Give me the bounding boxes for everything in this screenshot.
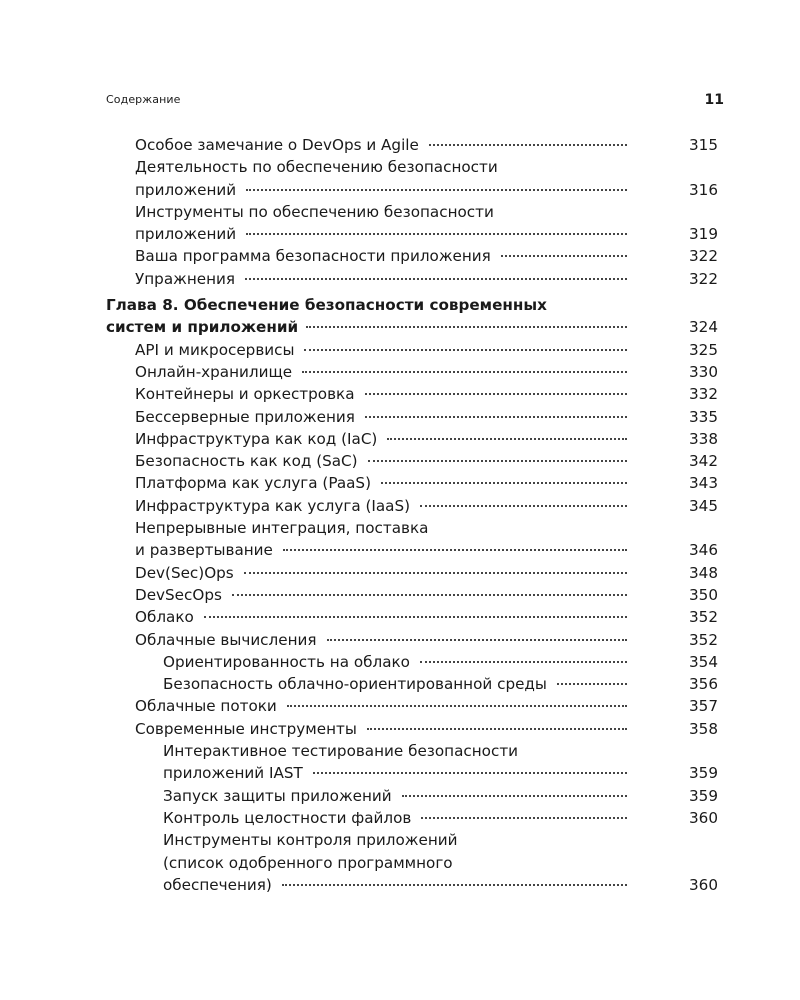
dot-leader: [246, 233, 627, 235]
toc-entry-title-line: Инструменты по обеспечению безопасности: [135, 202, 494, 221]
toc-page-number: 324: [689, 318, 718, 337]
toc-entry[interactable]: [106, 450, 718, 472]
dot-leader: [204, 616, 627, 618]
toc-entry-last-line: [135, 539, 718, 561]
toc-entry[interactable]: [106, 406, 718, 428]
toc-entry-last-line: [135, 406, 718, 428]
toc-page-number: 360: [689, 875, 718, 894]
dot-leader: [387, 438, 627, 440]
dot-leader: [501, 255, 627, 257]
toc-entry-title-line: Бессерверные приложения: [135, 407, 355, 426]
toc-entry[interactable]: [106, 695, 718, 717]
toc-entry-title-line: Онлайн-хранилище: [135, 362, 293, 381]
toc-entry-last-line: [135, 339, 718, 361]
toc-entry-title-line: Облачные вычисления: [135, 630, 317, 649]
toc-entry-last-line: [163, 874, 718, 896]
toc-entry-title-line: Безопасность облачно-ориентированной среды: [163, 675, 547, 694]
toc-entry-last-line: [135, 383, 718, 405]
toc-entry[interactable]: [106, 829, 718, 896]
dot-leader: [287, 705, 627, 707]
dot-leader: [302, 371, 627, 373]
dot-leader: [246, 189, 627, 191]
toc-entry-title-line: обеспечения): [163, 875, 272, 894]
toc-entry[interactable]: [106, 785, 718, 807]
toc-entry-title-line: Облако: [135, 608, 194, 627]
toc-page-number: 342: [689, 452, 718, 471]
toc-entry[interactable]: [106, 361, 718, 383]
toc-entry-title-line: и развертывание: [135, 541, 273, 560]
toc-entry-title-line: Глава 8. Обеспечение безопасности современных: [106, 296, 547, 315]
toc-entry-last-line: [135, 428, 718, 450]
toc-entry-title-line: Деятельность по обеспечению безопасности: [135, 158, 498, 177]
toc-page-number: 325: [689, 340, 718, 359]
toc-entry-last-line: [135, 223, 718, 245]
toc-entry[interactable]: [106, 673, 718, 695]
toc-entry-title-line: Современные инструменты: [135, 719, 357, 738]
toc-page-number: 345: [689, 496, 718, 515]
dot-leader: [367, 728, 627, 730]
running-head-section-name: Содержание: [106, 93, 181, 106]
toc-entry-last-line: [135, 472, 718, 494]
toc-entry-last-line: [135, 450, 718, 472]
toc-page-number: 330: [689, 362, 718, 381]
toc-entry-title-line: Контейнеры и оркестровка: [135, 385, 355, 404]
dot-leader: [421, 817, 627, 819]
toc-page-number: 360: [689, 808, 718, 827]
toc-page-number: 354: [689, 652, 718, 671]
toc-page-number: 358: [689, 719, 718, 738]
toc-entry-title-line: Контроль целостности файлов: [163, 808, 412, 827]
dot-leader: [420, 661, 627, 663]
toc-entry-last-line: [135, 562, 718, 584]
running-head: [106, 92, 724, 110]
dot-leader: [245, 278, 627, 280]
toc-entry-last-line: [163, 785, 718, 807]
toc-entry[interactable]: [106, 134, 718, 156]
dot-leader: [232, 594, 627, 596]
toc-entry-title-line: Особое замечание о DevOps и Agile: [135, 136, 419, 154]
toc-entry[interactable]: [106, 245, 718, 267]
toc-entry-last-line: [135, 245, 718, 267]
toc-entry-title-line: Упражнения: [135, 269, 236, 288]
toc-entry-title-line: Непрерывные интеграция, поставка: [135, 519, 429, 538]
toc-entry-title-line: Безопасность как код (SaC): [135, 452, 358, 471]
toc-entry-last-line: [135, 606, 718, 628]
toc-entry-last-line: [135, 179, 718, 201]
dot-leader: [429, 144, 627, 146]
toc-entry[interactable]: [106, 339, 718, 361]
toc-chapter-entry[interactable]: [106, 294, 718, 339]
toc-page-number: 359: [689, 786, 718, 805]
toc-entry[interactable]: [106, 383, 718, 405]
toc-page-number: 359: [689, 764, 718, 783]
toc-entry-last-line: [163, 807, 718, 829]
dot-leader: [304, 349, 627, 351]
toc-page-number: 322: [689, 269, 718, 288]
toc-entry[interactable]: [106, 472, 718, 494]
dot-leader: [365, 416, 627, 418]
toc-entry-last-line: [135, 718, 718, 740]
toc-entry[interactable]: [106, 201, 718, 246]
dot-leader: [306, 326, 627, 328]
toc-entry-title-line: Платформа как услуга (PaaS): [135, 474, 371, 493]
toc-entry-title-line: Ваша программа безопасности приложения: [135, 247, 491, 266]
toc-page-number: 346: [689, 541, 718, 560]
toc-entry[interactable]: [106, 629, 718, 651]
toc-entry[interactable]: [106, 517, 718, 562]
toc-entry-title-line: систем и приложений: [106, 318, 299, 337]
toc-entry[interactable]: [106, 584, 718, 606]
toc-entry-last-line: [135, 629, 718, 651]
dot-leader: [283, 549, 627, 551]
toc-entry-last-line: [135, 361, 718, 383]
toc-page-number: 352: [689, 630, 718, 649]
dot-leader: [381, 482, 627, 484]
toc-entry[interactable]: [106, 718, 718, 740]
toc-entry[interactable]: [106, 156, 718, 201]
toc-entry-last-line: [106, 316, 718, 338]
dot-leader: [557, 683, 627, 685]
toc-entry[interactable]: [106, 428, 718, 450]
toc-entry-title-line: (список одобренного программного: [163, 853, 453, 872]
dot-leader: [420, 505, 627, 507]
dot-leader: [327, 639, 627, 641]
toc-entry-last-line: [135, 495, 718, 517]
toc-entry[interactable]: [106, 268, 718, 290]
toc-entry-title-line: приложений: [135, 225, 237, 244]
toc-entry-title-line: Интерактивное тестирование безопасности: [163, 742, 519, 761]
toc-page-number: 335: [689, 407, 718, 426]
toc-page-number: 350: [689, 585, 718, 604]
page-number: 11: [704, 92, 724, 108]
toc-entry-title-line: Инфраструктура как код (IaC): [135, 429, 378, 448]
toc-entry[interactable]: [106, 740, 718, 785]
toc-page-number: 322: [689, 247, 718, 266]
toc-entry-title-line: приложений IAST: [163, 764, 303, 783]
toc-page-number: 319: [689, 225, 718, 244]
dot-leader: [368, 460, 627, 462]
toc-page-number: 315: [689, 136, 718, 154]
dot-leader: [365, 393, 627, 395]
toc-page-number: 316: [689, 180, 718, 199]
toc-entry-title-line: Dev(Sec)Ops: [135, 563, 234, 582]
toc-page-number: 348: [689, 563, 718, 582]
toc-entry-last-line: [135, 268, 718, 290]
dot-leader: [402, 795, 627, 797]
toc-entry-title-line: API и микросервисы: [135, 340, 295, 359]
toc-page-number: 352: [689, 608, 718, 627]
toc-page-number: 357: [689, 697, 718, 716]
toc-entry-title-line: приложений: [135, 180, 237, 199]
toc-entry[interactable]: [106, 606, 718, 628]
toc-page-number: 343: [689, 474, 718, 493]
toc-entry[interactable]: [106, 562, 718, 584]
dot-leader: [244, 572, 627, 574]
toc-entry[interactable]: [106, 651, 718, 673]
toc-entry-last-line: [135, 134, 718, 156]
toc-entry-title-line: Запуск защиты приложений: [163, 786, 392, 805]
toc-entry-title-line: Инфраструктура как услуга (IaaS): [135, 496, 411, 515]
toc-entry-last-line: [135, 584, 718, 606]
toc-entry[interactable]: [106, 495, 718, 517]
toc-entry-title-line: Инструменты контроля приложений: [163, 831, 458, 850]
toc-entry-last-line: [135, 695, 718, 717]
toc-page-number: 332: [689, 385, 718, 404]
toc-page-number: 356: [689, 675, 718, 694]
table-of-contents: [106, 134, 718, 896]
toc-entry-last-line: [163, 762, 718, 784]
toc-entry-title-line: Облачные потоки: [135, 697, 277, 716]
toc-entry-title-line: Ориентированность на облако: [163, 652, 410, 671]
toc-entry-title-line: DevSecOps: [135, 585, 222, 604]
dot-leader: [282, 884, 627, 886]
toc-entry-last-line: [163, 673, 718, 695]
toc-page-number: 338: [689, 429, 718, 448]
toc-entry-last-line: [163, 651, 718, 673]
toc-entry[interactable]: [106, 807, 718, 829]
dot-leader: [313, 772, 627, 774]
